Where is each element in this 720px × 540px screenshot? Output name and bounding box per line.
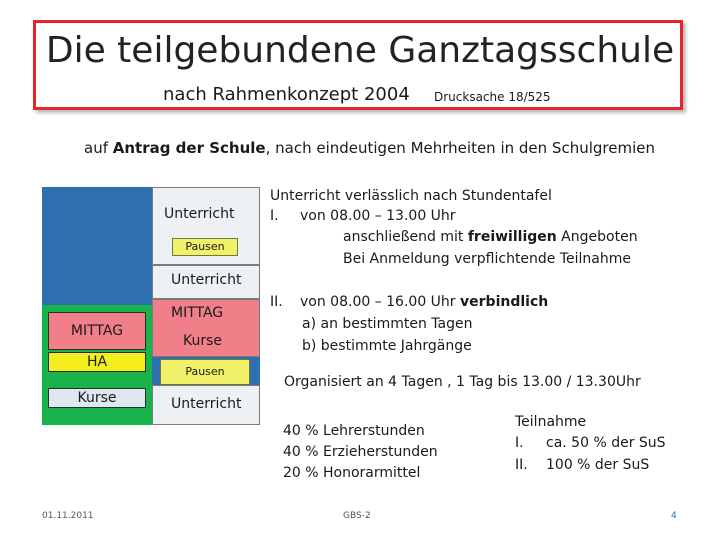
- diagram-left-kurse: Kurse: [48, 388, 146, 408]
- slide-subtitle: nach Rahmenkonzept 2004: [163, 84, 410, 105]
- diagram-right-unterricht-3: Unterricht: [171, 396, 242, 412]
- section1-line2: [343, 227, 638, 247]
- intro-line: [84, 139, 655, 157]
- teilnahme-heading: Teilnahme: [515, 414, 587, 430]
- page-number: 4: [671, 511, 677, 521]
- section1-line3: Bei Anmeldung verpflichtende Teilnahme: [343, 251, 632, 267]
- diagram-right-mittag: MITTAG: [171, 305, 224, 321]
- section1-numeral: I.: [270, 208, 279, 224]
- section1-heading: Unterricht verlässlich nach Stundentafel: [270, 188, 552, 204]
- section2-line1: [300, 292, 548, 312]
- section2-time: von 08.00 – 16.00 Uhr: [300, 294, 456, 310]
- diagram-right-pausen-1: Pausen: [172, 238, 238, 256]
- diagram-right-unterricht-1: Unterricht: [164, 206, 235, 222]
- section2-bold: verbindlich: [460, 294, 549, 310]
- section1-time: von 08.00 – 13.00 Uhr: [300, 208, 456, 224]
- teilnahme-row1-numeral: I.: [515, 435, 524, 451]
- drucksache-reference: Drucksache 18/525: [434, 90, 551, 104]
- section2-numeral: II.: [270, 294, 283, 310]
- diagram-right-unterricht-2: Unterricht: [171, 272, 242, 288]
- intro-prefix: auf: [84, 139, 113, 157]
- teilnahme-row2-value: 100 % der SuS: [546, 457, 650, 473]
- teilnahme-row1-value: ca. 50 % der SuS: [546, 435, 666, 451]
- diagram-left-ha: HA: [48, 352, 146, 372]
- staffing-line-3: 20 % Honorarmittel: [283, 465, 421, 481]
- organisiert-line: Organisiert an 4 Tagen , 1 Tag bis 13.00 / 13.30Uhr: [284, 374, 641, 390]
- diagram-right-pausen-2: Pausen: [160, 359, 250, 385]
- section1-line2-prefix: anschließend mit: [343, 229, 468, 245]
- diagram-left-mittag: MITTAG: [48, 312, 146, 350]
- section1-line2-bold: freiwilligen: [467, 229, 557, 245]
- diagram-right-kurse: Kurse: [183, 333, 223, 349]
- slide-title: Die teilgebundene Ganztagsschule: [45, 30, 675, 71]
- section1-line2-suffix: Angeboten: [556, 229, 638, 245]
- footer-date: 01.11.2011: [42, 511, 94, 521]
- staffing-line-1: 40 % Lehrerstunden: [283, 423, 425, 439]
- section2-a: a) an bestimmten Tagen: [302, 316, 473, 332]
- teilnahme-row2-numeral: II.: [515, 457, 528, 473]
- intro-strong: Antrag der Schule: [112, 139, 266, 157]
- section2-b: b) bestimmte Jahrgänge: [302, 338, 472, 354]
- footer-center: GBS-2: [343, 511, 371, 521]
- intro-suffix: , nach eindeutigen Mehrheiten in den Schulgremien: [265, 139, 655, 157]
- staffing-line-2: 40 % Erzieherstunden: [283, 444, 438, 460]
